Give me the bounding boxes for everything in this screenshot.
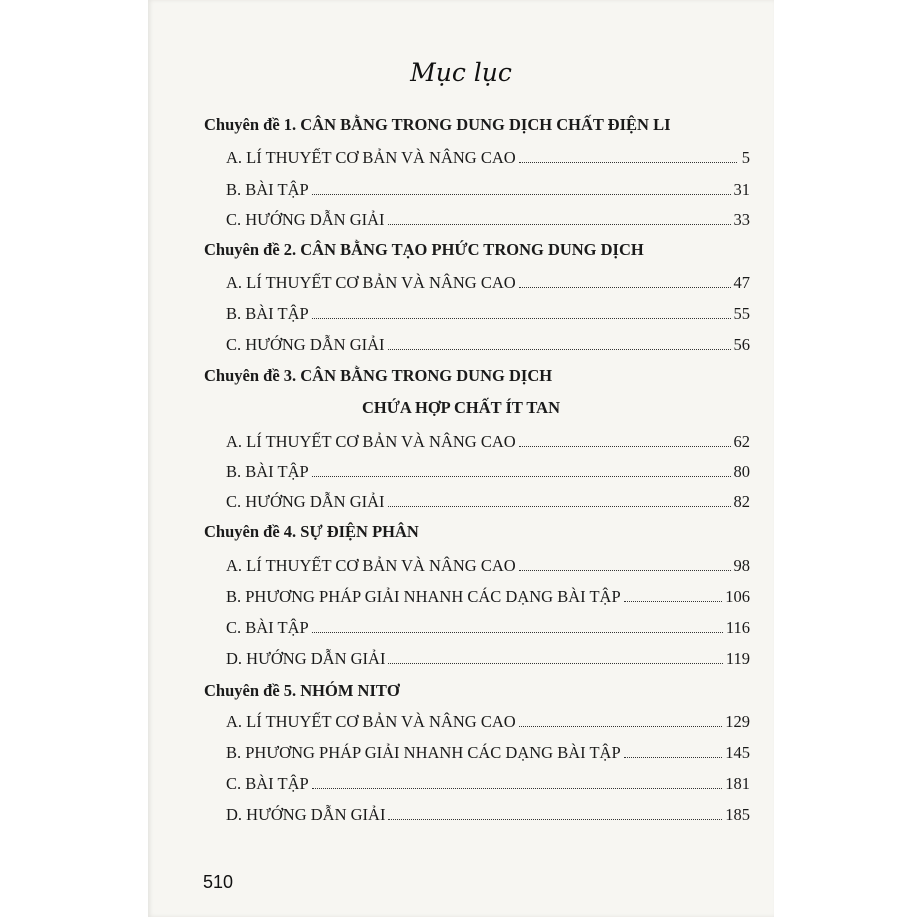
dot-leader	[519, 432, 731, 447]
toc-item-page: 119	[725, 649, 750, 668]
toc-item	[226, 743, 750, 763]
chapter-3-subtitle: CHỨA HỢP CHẤT ÍT TAN	[361, 398, 561, 417]
dot-leader	[624, 587, 723, 602]
dot-leader	[312, 462, 731, 477]
dot-leader	[519, 273, 731, 288]
toc-item-label: C. HƯỚNG DẪN GIẢI	[226, 335, 385, 354]
toc-item-label: C. HƯỚNG DẪN GIẢI	[226, 210, 385, 229]
toc-item	[226, 148, 750, 168]
page-number: 510	[203, 872, 234, 892]
toc-item-page: 80	[733, 462, 750, 481]
toc-item-page: 47	[733, 273, 750, 292]
toc-item-page: 98	[733, 556, 750, 575]
dot-leader	[388, 492, 731, 507]
toc-item	[226, 273, 750, 293]
dot-leader	[312, 304, 731, 319]
toc-item-page: 145	[725, 743, 750, 762]
toc-item-label: A. LÍ THUYẾT CƠ BẢN VÀ NÂNG CAO	[226, 556, 516, 575]
dot-leader	[519, 712, 723, 727]
toc-item	[226, 556, 750, 576]
dot-leader	[312, 774, 723, 789]
toc-item-page: 106	[725, 587, 750, 606]
toc-item	[226, 335, 750, 355]
toc-item-label: C. BÀI TẬP	[226, 774, 309, 793]
toc-item-label: A. LÍ THUYẾT CƠ BẢN VÀ NÂNG CAO	[226, 273, 516, 292]
toc-item-page: 33	[733, 210, 750, 229]
toc-item-label: B. BÀI TẬP	[226, 462, 309, 481]
toc-item	[226, 805, 750, 825]
chapter-5-title: Chuyên đề 5. NHÓM NITƠ	[204, 681, 400, 700]
toc-item	[226, 712, 750, 732]
toc-item-label: C. BÀI TẬP	[226, 618, 309, 637]
toc-item-label: A. LÍ THUYẾT CƠ BẢN VÀ NÂNG CAO	[226, 432, 516, 451]
toc-item-label: B. PHƯƠNG PHÁP GIẢI NHANH CÁC DẠNG BÀI TẬP	[226, 587, 621, 606]
toc-item	[226, 492, 750, 512]
toc-item	[226, 304, 750, 324]
dot-leader	[519, 556, 731, 571]
toc-item-label: D. HƯỚNG DẪN GIẢI	[226, 649, 386, 668]
chapter-1-title: Chuyên đề 1. CÂN BẰNG TRONG DUNG DỊCH CHẤT ĐIỆN LI	[204, 115, 671, 134]
toc-item-label: B. BÀI TẬP	[226, 180, 309, 199]
toc-item-page: 31	[733, 180, 750, 199]
dot-leader	[388, 805, 722, 820]
dot-leader	[624, 743, 723, 758]
toc-item	[226, 432, 750, 452]
dot-leader	[388, 335, 731, 350]
dot-leader	[312, 180, 731, 195]
toc-item	[226, 618, 750, 638]
toc-item-page: 5	[741, 148, 750, 167]
toc-item-page: 82	[733, 492, 750, 511]
toc-item-label: B. PHƯƠNG PHÁP GIẢI NHANH CÁC DẠNG BÀI TẬP	[226, 743, 621, 762]
toc-item	[226, 587, 750, 607]
dot-leader	[312, 618, 723, 633]
chapter-3-title: Chuyên đề 3. CÂN BẰNG TRONG DUNG DỊCH	[204, 366, 553, 385]
chapter-2-title: Chuyên đề 2. CÂN BẰNG TẠO PHỨC TRONG DUNG DỊCH	[204, 240, 644, 259]
toc-item-page: 56	[733, 335, 750, 354]
toc-item-page: 129	[725, 712, 750, 731]
dot-leader	[519, 148, 737, 163]
toc-item-label: B. BÀI TẬP	[226, 304, 309, 323]
toc-item-page: 185	[725, 805, 750, 824]
toc-item-label: A. LÍ THUYẾT CƠ BẢN VÀ NÂNG CAO	[226, 712, 516, 731]
toc-item-page: 62	[733, 432, 750, 451]
toc-item	[226, 210, 750, 230]
toc-item-page: 116	[725, 618, 750, 637]
toc-item	[226, 774, 750, 794]
page-title: Mục lục	[410, 58, 512, 87]
chapter-4-title: Chuyên đề 4. SỰ ĐIỆN PHÂN	[204, 522, 419, 541]
toc-item-label: A. LÍ THUYẾT CƠ BẢN VÀ NÂNG CAO	[226, 148, 516, 167]
toc-item-page: 181	[725, 774, 750, 793]
toc-item-page: 55	[733, 304, 750, 323]
toc-item	[226, 180, 750, 200]
toc-item	[226, 649, 750, 669]
toc-item-label: D. HƯỚNG DẪN GIẢI	[226, 805, 386, 824]
dot-leader	[388, 210, 731, 225]
toc-item-label: C. HƯỚNG DẪN GIẢI	[226, 492, 385, 511]
toc-item	[226, 462, 750, 482]
dot-leader	[388, 649, 722, 664]
book-page	[148, 0, 774, 917]
